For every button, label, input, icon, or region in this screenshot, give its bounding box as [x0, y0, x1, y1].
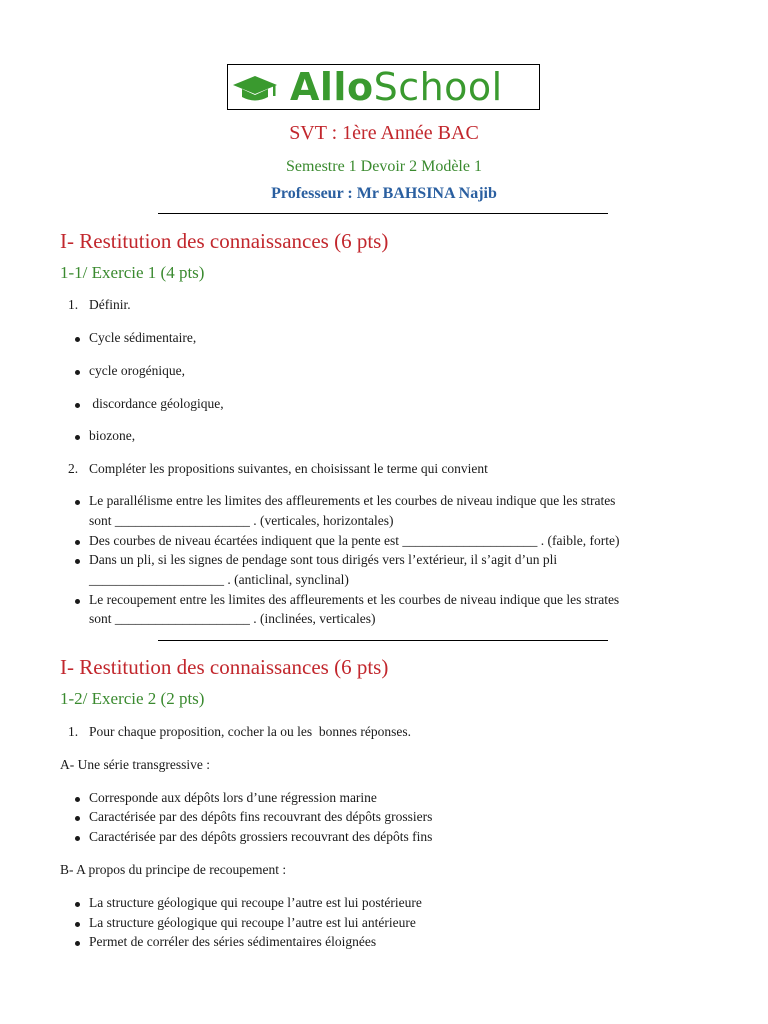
fill-in-item: Des courbes de niveau écartées indiquent que la pente est ____________________ . (faible, forte)	[89, 533, 620, 548]
bullet	[75, 540, 80, 545]
question-text: Compléter les propositions suivantes, en choisissant le terme qui convient	[89, 461, 488, 476]
professor-name: Professeur : Mr BAHSINA Najib	[271, 185, 497, 202]
fill-in-item-cont: ____________________ . (anticlinal, synclinal)	[89, 572, 349, 587]
bullet	[75, 836, 80, 841]
bullet	[75, 559, 80, 564]
fill-in-item: Le recoupement entre les limites des affleurements et les courbes de niveau indique que les strates	[89, 592, 620, 607]
question-number: 1.	[68, 724, 79, 739]
logo-text-school: School	[373, 65, 503, 109]
document-title: SVT : 1ère Année BAC	[289, 122, 479, 144]
section-heading: I- Restitution des connaissances (6 pts)	[60, 229, 389, 253]
bullet	[75, 797, 80, 802]
bullet	[75, 922, 80, 927]
document-subtitle: Semestre 1 Devoir 2 Modèle 1	[286, 158, 482, 175]
bullet	[75, 500, 80, 505]
bullet	[75, 816, 80, 821]
bullet	[75, 370, 80, 375]
fill-in-item: Le parallélisme entre les limites des affleurements et les courbes de niveau indique que les strates	[89, 493, 616, 508]
bullet	[75, 902, 80, 907]
bullet	[75, 435, 80, 440]
fill-in-item-cont: sont ____________________ . (inclinées, verticales)	[89, 611, 376, 626]
fill-in-item: Dans un pli, si les signes de pendage sont tous dirigés vers l’extérieur, il s’agit d’un pli	[89, 552, 558, 567]
fill-in-item-cont: sont ____________________ . (verticales, horizontales)	[89, 513, 394, 528]
definition-item: discordance géologique,	[89, 396, 224, 411]
question-number: 1.	[68, 297, 79, 312]
graduation-cap-icon	[232, 74, 278, 102]
answer-option: Permet de corréler des séries sédimentaires éloignées	[89, 934, 377, 949]
definition-item: biozone,	[89, 428, 136, 443]
alloschool-logo	[227, 64, 540, 110]
answer-option: Caractérisée par des dépôts fins recouvrant des dépôts grossiers	[89, 809, 433, 824]
definition-item: Cycle sédimentaire,	[89, 330, 197, 345]
divider	[158, 640, 608, 641]
logo-text-allo: Allo	[290, 65, 374, 109]
answer-option: Corresponde aux dépôts lors d’une régression marine	[89, 790, 377, 805]
section-heading: I- Restitution des connaissances (6 pts)	[60, 655, 389, 679]
bullet	[75, 599, 80, 604]
definition-item: cycle orogénique,	[89, 363, 185, 378]
bullet	[75, 403, 80, 408]
exercise-heading: 1-1/ Exercie 1 (4 pts)	[60, 263, 205, 282]
divider	[158, 213, 608, 214]
logo-text	[290, 65, 503, 109]
answer-option: La structure géologique qui recoupe l’autre est lui postérieure	[89, 895, 422, 910]
question-number: 2.	[68, 461, 79, 476]
question-text: Pour chaque proposition, cocher la ou les bonnes réponses.	[89, 724, 412, 739]
question-text: Définir.	[89, 297, 131, 312]
group-label: A- Une série transgressive :	[60, 757, 210, 772]
answer-option: Caractérisée par des dépôts grossiers recouvrant des dépôts fins	[89, 829, 433, 844]
bullet	[75, 941, 80, 946]
group-label: B- A propos du principe de recoupement :	[60, 862, 287, 877]
answer-option: La structure géologique qui recoupe l’autre est lui antérieure	[89, 915, 416, 930]
exercise-heading: 1-2/ Exercie 2 (2 pts)	[60, 689, 205, 708]
bullet	[75, 337, 80, 342]
